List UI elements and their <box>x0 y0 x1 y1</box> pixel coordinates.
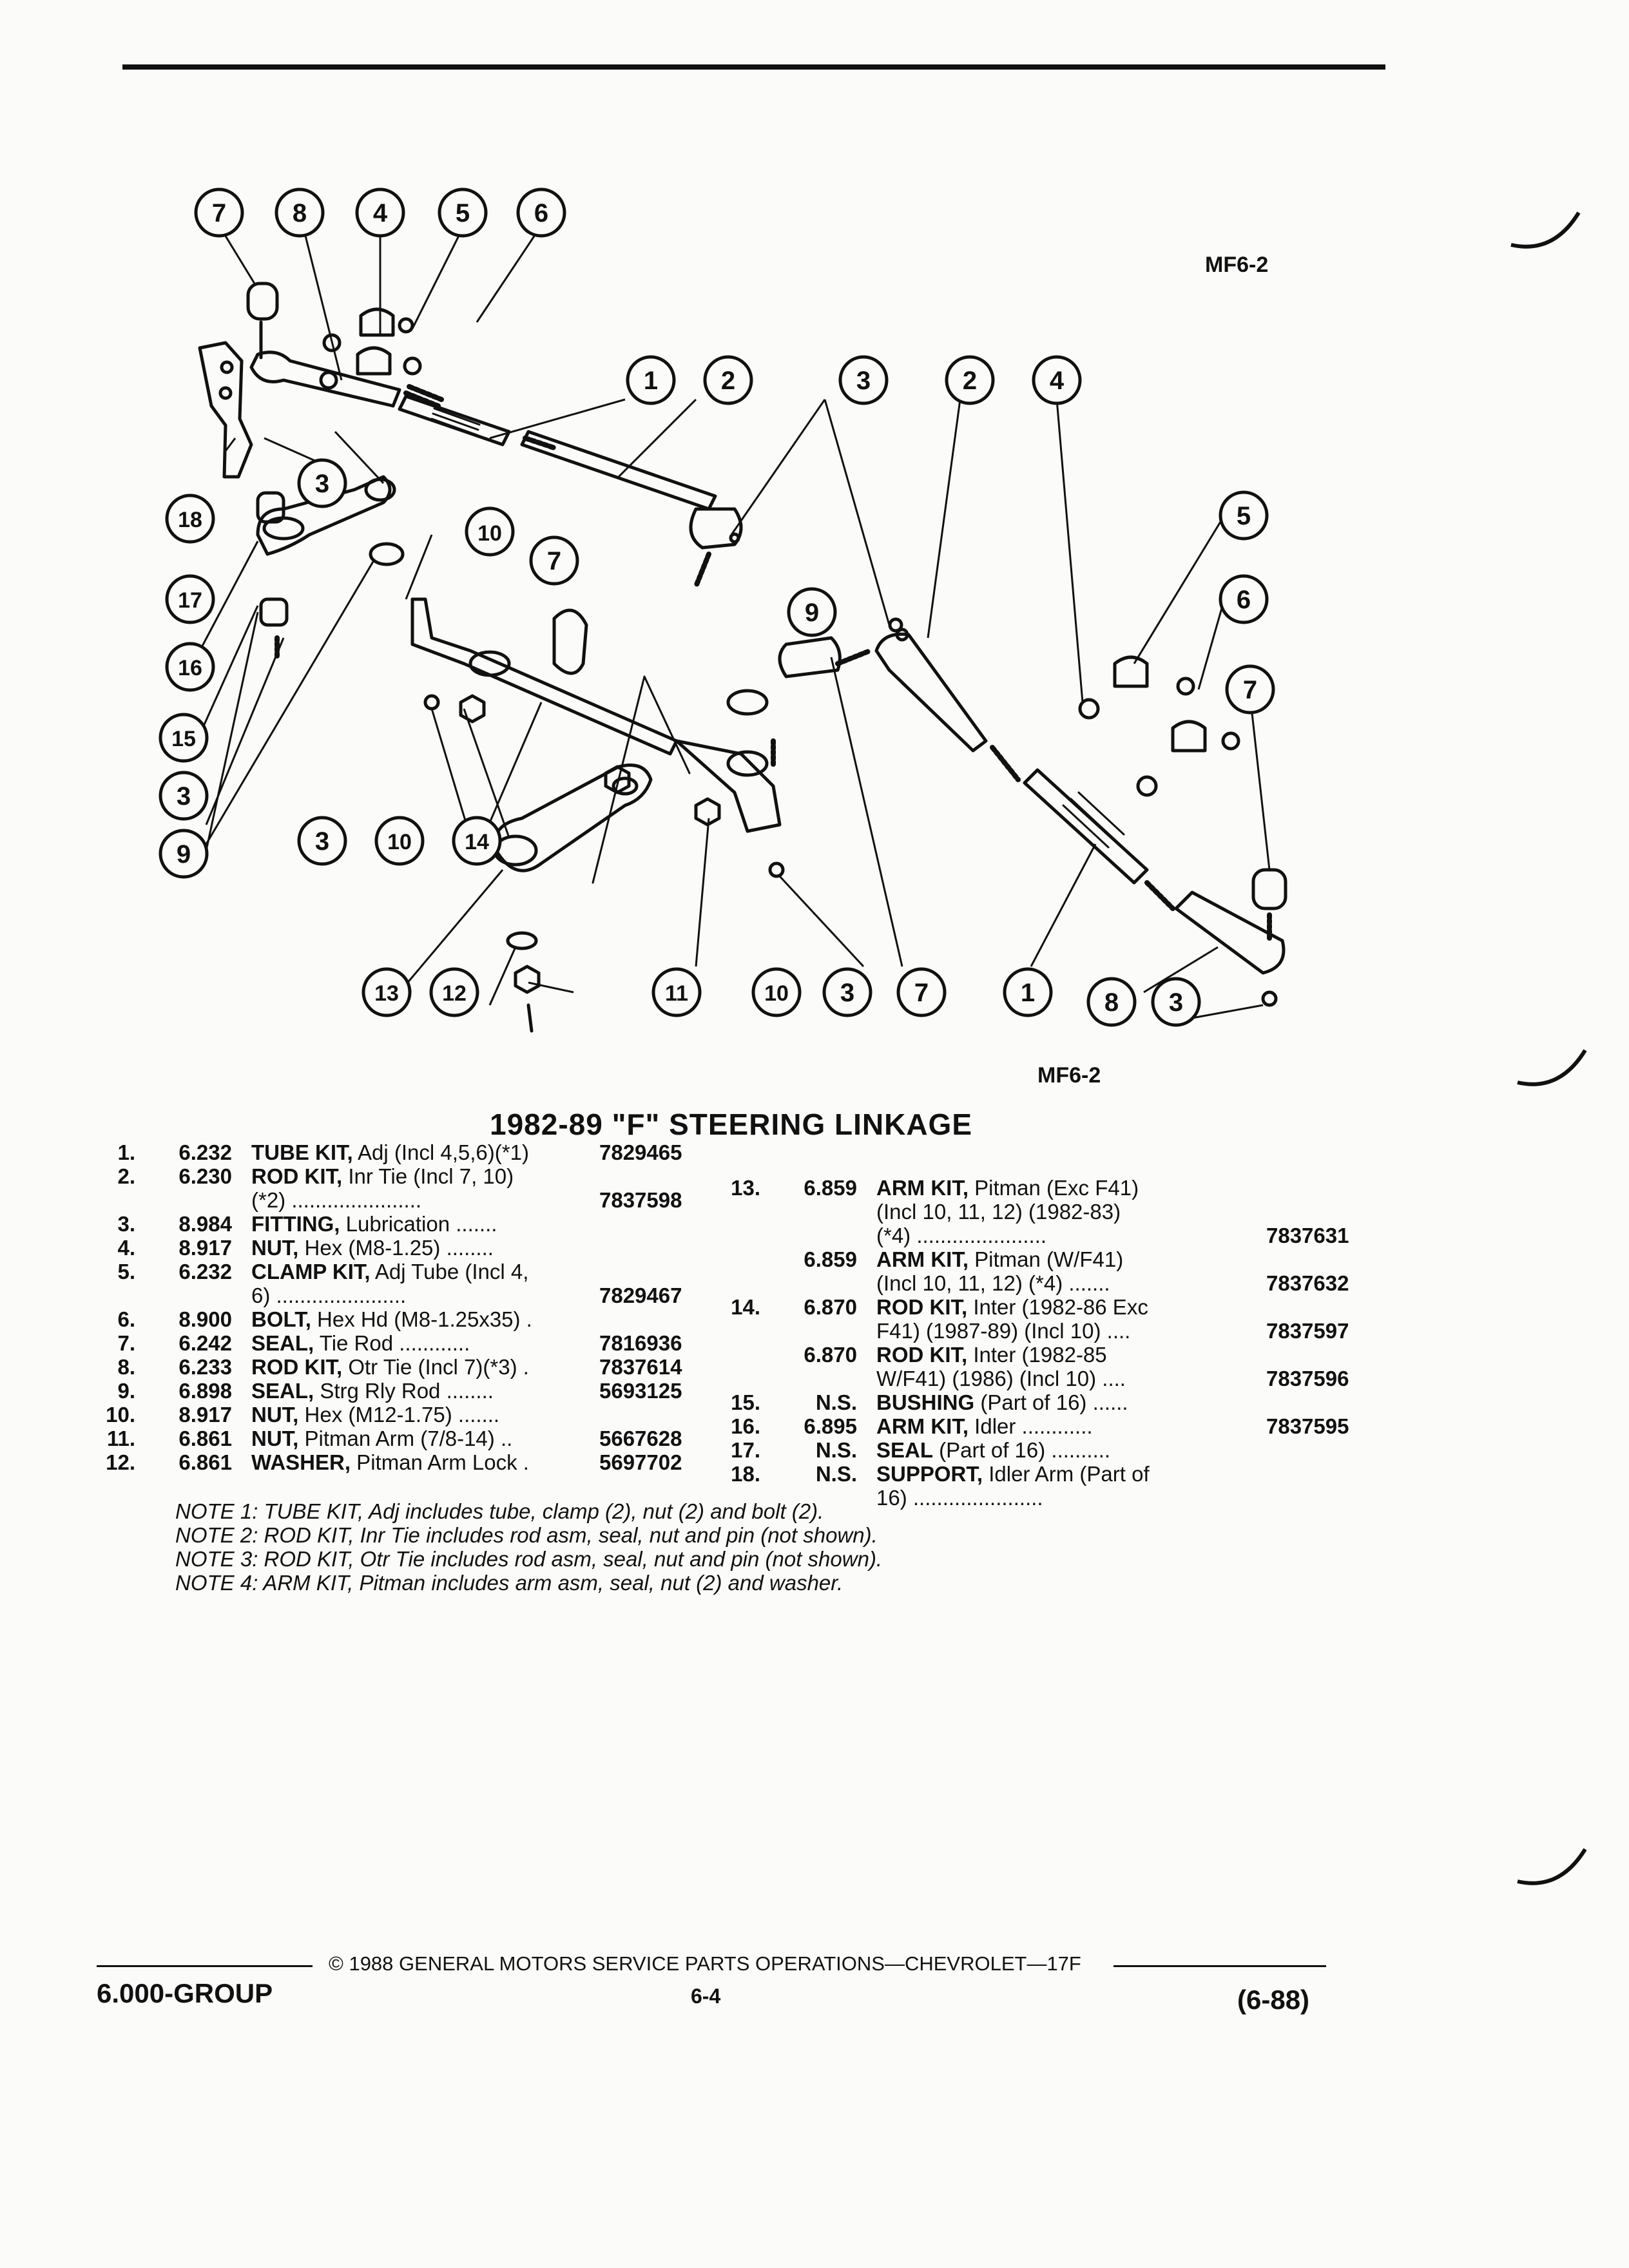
list-item: 14. 6.870 ROD KIT, Inter (1982-86 Exc F41) (1987-89) (Incl 10) .... 7837597 <box>731 1295 1349 1343</box>
list-item: 17. N.S. SEAL (Part of 16) .......... <box>731 1438 1111 1462</box>
list-item: 12. 6.861 WASHER, Pitman Arm Lock . 5697702 <box>106 1450 682 1474</box>
svg-text:1: 1 <box>1020 979 1036 1007</box>
svg-text:6: 6 <box>534 199 549 227</box>
footer-group: 6.000-GROUP <box>97 1978 273 2008</box>
footer-copyright: © 1988 GENERAL MOTORS SERVICE PARTS OPERATIONS—CHEVROLET—17F <box>329 1952 1081 1975</box>
page-number: 6-4 <box>691 1984 721 2008</box>
list-item: 11. 6.861 NUT, Pitman Arm (7/8-14) .. 5667628 <box>106 1427 682 1450</box>
callout-10-low <box>376 818 423 864</box>
list-item: 9. 6.898 SEAL, Strg Rly Rod ........ 5693125 <box>117 1379 682 1403</box>
callout-8-bottom <box>1088 979 1135 1025</box>
svg-text:1: 1 <box>643 367 659 395</box>
callout-2-upper <box>705 357 751 403</box>
svg-text:3: 3 <box>856 367 871 395</box>
callout-3-side <box>160 773 207 819</box>
callout-3-upper <box>840 357 887 403</box>
callout-18 <box>167 495 213 542</box>
list-item: 10. 8.917 NUT, Hex (M12-1.75) ....... <box>106 1403 500 1427</box>
list-item: 16. 6.895 ARM KIT, Idler ............ 7837595 <box>731 1414 1349 1438</box>
callout-7-right <box>1227 666 1273 713</box>
note-4: NOTE 4: ARM KIT, Pitman includes arm asm, seal, nut (2) and washer. <box>175 1571 843 1595</box>
callout-4-right <box>1034 357 1080 403</box>
svg-text:6: 6 <box>1236 586 1251 614</box>
callout-6-top <box>518 189 564 236</box>
svg-text:3: 3 <box>840 979 855 1007</box>
margin-check-mark <box>1514 1044 1592 1095</box>
tie-rod-seal-right <box>780 638 840 677</box>
callout-9-side <box>160 831 207 877</box>
callout-3-low <box>299 818 345 864</box>
note-2: NOTE 2: ROD KIT, Inr Tie includes rod asm, seal, nut and pin (not shown). <box>175 1523 878 1547</box>
callout-8-top <box>276 189 323 236</box>
list-item: 5. 6.232 CLAMP KIT, Adj Tube (Incl 4, 6) ...................... 7829467 <box>117 1260 682 1307</box>
notes <box>175 1499 882 1595</box>
intermediate-rod <box>412 599 677 754</box>
adjuster-clamps-upper <box>358 309 393 374</box>
callout-10-bottom <box>753 969 800 1015</box>
page-title: 1982-89 "F" STEERING LINKAGE <box>490 1108 973 1141</box>
top-rule <box>122 64 1385 70</box>
callout-14 <box>454 818 500 864</box>
callout-5-right <box>1220 492 1267 539</box>
tie-rod-seal-center <box>554 610 586 673</box>
callout-9-mid <box>789 589 835 635</box>
svg-text:11: 11 <box>665 981 688 1006</box>
callout-1-upper <box>628 357 674 403</box>
svg-text:10: 10 <box>387 830 412 854</box>
svg-text:8: 8 <box>1104 988 1119 1017</box>
list-item: 2. 6.230 ROD KIT, Inr Tie (Incl 7, 10) (*2) ...................... 7837598 <box>117 1164 682 1212</box>
list-item: 6.859 ARM KIT, Pitman (W/F41) (Incl 10, 11, 12) (*4) ....... 7837632 <box>804 1247 1349 1295</box>
svg-text:4: 4 <box>1049 367 1065 395</box>
svg-text:14: 14 <box>465 830 489 854</box>
callout-13 <box>363 969 410 1015</box>
svg-text:12: 12 <box>442 981 467 1006</box>
svg-text:10: 10 <box>764 981 789 1006</box>
callout-3-bottom <box>824 969 871 1015</box>
callout-16 <box>167 644 213 690</box>
right-inner-tie-rod <box>876 634 986 751</box>
list-item: 7. 6.242 SEAL, Tie Rod ............ 7816936 <box>117 1331 682 1355</box>
list-item: 1. 6.232 TUBE KIT, Adj (Incl 4,5,6)(*1) 7829465 <box>117 1140 682 1164</box>
callout-3-end <box>1153 979 1199 1025</box>
svg-text:15: 15 <box>171 727 196 751</box>
svg-text:9: 9 <box>176 840 191 869</box>
svg-text:2: 2 <box>962 367 978 395</box>
footer-date: (6-88) <box>1237 1984 1310 2015</box>
svg-text:7: 7 <box>1242 676 1258 704</box>
list-item: 6.870 ROD KIT, Inter (1982-85 W/F41) (1986) (Incl 10) .... 7837596 <box>804 1343 1349 1390</box>
svg-text:3: 3 <box>176 782 191 811</box>
callout-7-mid <box>531 537 577 584</box>
figure-label-bottom: MF6-2 <box>1037 1063 1101 1088</box>
upper-outer-tie-rod <box>251 352 400 406</box>
list-item: 8. 6.233 ROD KIT, Otr Tie (Incl 7)(*3) . 7837614 <box>117 1355 682 1379</box>
list-item: 15. N.S. BUSHING (Part of 16) ...... <box>731 1390 1128 1414</box>
callout-17 <box>167 576 213 622</box>
svg-text:13: 13 <box>374 981 399 1006</box>
callout-4-top <box>357 189 403 236</box>
callout-2-right <box>947 357 993 403</box>
callout-7-top <box>196 189 242 236</box>
svg-text:10: 10 <box>477 521 502 546</box>
callout-12 <box>431 969 477 1015</box>
svg-text:5: 5 <box>455 199 470 227</box>
svg-text:9: 9 <box>804 599 820 627</box>
inner-tie-rod <box>522 432 715 509</box>
margin-check-mark <box>1508 206 1585 258</box>
callout-15 <box>160 715 207 761</box>
list-item: 6. 8.900 BOLT, Hex Hd (M8-1.25x35) . <box>117 1307 532 1331</box>
note-1: NOTE 1: TUBE KIT, Adj includes tube, clamp (2), nut (2) and bolt (2). <box>175 1499 824 1523</box>
callout-10-left <box>467 508 513 555</box>
callout-3-left <box>299 460 345 506</box>
tie-rod-seal-upper <box>248 284 277 319</box>
svg-text:8: 8 <box>292 199 307 227</box>
list-item: 18. N.S. SUPPORT, Idler Arm (Part of 16) ...................... <box>731 1462 1150 1510</box>
svg-text:3: 3 <box>314 827 330 856</box>
svg-text:3: 3 <box>314 470 330 498</box>
svg-text:7: 7 <box>914 979 929 1007</box>
svg-text:5: 5 <box>1236 502 1251 530</box>
callout-6-right <box>1220 576 1267 622</box>
svg-text:17: 17 <box>178 588 202 613</box>
list-item: 3. 8.984 FITTING, Lubrication ....... <box>117 1212 497 1236</box>
svg-text:18: 18 <box>178 508 202 532</box>
svg-text:4: 4 <box>372 199 388 227</box>
list-item: 4. 8.917 NUT, Hex (M8-1.25) ........ <box>117 1236 494 1260</box>
list-item: 13. 6.859 ARM KIT, Pitman (Exc F41) (Incl 10, 11, 12) (1982-83) (*4) ...................... 7837631 <box>731 1176 1349 1247</box>
callout-5-top <box>439 189 486 236</box>
callout-11 <box>653 969 700 1015</box>
figure-label-top: MF6-2 <box>1205 253 1269 277</box>
svg-text:7: 7 <box>546 547 562 575</box>
svg-text:2: 2 <box>720 367 736 395</box>
svg-text:16: 16 <box>178 656 202 680</box>
svg-text:3: 3 <box>1168 988 1184 1017</box>
adjuster-clamps-right <box>1115 657 1205 751</box>
footer-rule-right <box>1113 1965 1326 1967</box>
margin-check-mark <box>1514 1843 1592 1894</box>
callout-7-bottom <box>898 969 945 1015</box>
footer-rule-left <box>97 1965 313 1967</box>
note-3: NOTE 3: ROD KIT, Otr Tie includes rod asm, seal, nut and pin (not shown). <box>175 1547 883 1571</box>
callout-1-bottom <box>1005 969 1051 1015</box>
steering-linkage-diagram <box>129 174 1327 1050</box>
svg-text:7: 7 <box>211 199 227 227</box>
tie-rod-seal-outer-right <box>1253 870 1286 908</box>
